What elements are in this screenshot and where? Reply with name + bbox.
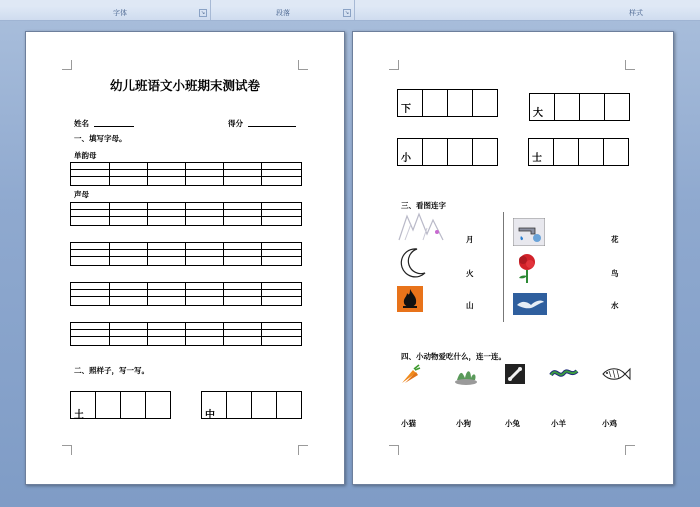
practice-boxes[interactable] [528, 138, 629, 164]
writing-grid[interactable] [70, 242, 302, 266]
writing-grid[interactable] [70, 162, 302, 186]
example-char: 士 [532, 153, 542, 164]
moon-icon [397, 247, 427, 279]
section3-heading: 三、看图连字 [401, 201, 446, 210]
practice-boxes[interactable] [529, 93, 630, 119]
consonants-label: 声母 [74, 190, 89, 199]
writing-grid[interactable] [70, 202, 302, 226]
practice-boxes[interactable] [397, 138, 498, 164]
right-word: 鸟 [611, 269, 619, 278]
ribbon-group-paragraph[interactable] [212, 0, 355, 20]
example-char: 大 [533, 108, 543, 119]
document-page-1[interactable] [25, 31, 345, 485]
rose-flower-icon [513, 252, 541, 284]
grass-icon [453, 364, 479, 386]
section1-heading: 一、填写字母。 [74, 134, 127, 143]
ribbon-group-styles-label: 样式 [629, 9, 643, 17]
fish-icon [601, 366, 631, 382]
document-page-2[interactable] [352, 31, 674, 485]
crop-mark [62, 445, 72, 455]
crop-mark [62, 60, 72, 70]
ribbon [0, 0, 700, 21]
animal-label: 小兔 [505, 419, 520, 428]
score-label: 得分 [228, 119, 243, 128]
crop-mark [298, 445, 308, 455]
vowels-label: 单韵母 [74, 151, 97, 160]
writing-grid[interactable] [70, 282, 302, 306]
faucet-water-icon [513, 218, 545, 246]
crop-mark [389, 445, 399, 455]
right-word: 花 [611, 235, 619, 244]
animal-label: 小羊 [551, 419, 566, 428]
example-char: 下 [401, 104, 411, 115]
worm-icon [549, 365, 581, 381]
example-char: 中 [205, 410, 215, 421]
ribbon-group-font-label: 字体 [113, 9, 127, 17]
carrot-icon [399, 364, 421, 386]
ribbon-group-paragraph-label: 段落 [276, 9, 290, 17]
practice-boxes[interactable] [397, 89, 498, 115]
crop-mark [625, 445, 635, 455]
right-word: 水 [611, 301, 619, 310]
example-char: 土 [74, 410, 84, 421]
mountain-icon [397, 212, 445, 242]
left-word: 月 [466, 235, 474, 244]
crop-mark [298, 60, 308, 70]
section4-heading: 四、小动物爱吃什么，连一连。 [401, 352, 506, 361]
column-divider [503, 212, 504, 322]
crop-mark [389, 60, 399, 70]
bone-icon [505, 364, 525, 384]
writing-grid[interactable] [70, 322, 302, 346]
ribbon-group-font[interactable] [30, 0, 211, 20]
name-label: 姓名 [74, 119, 89, 128]
practice-boxes[interactable] [70, 391, 171, 421]
dialog-launcher-icon[interactable]: ↘ [200, 10, 206, 16]
score-blank[interactable] [248, 126, 296, 127]
animal-label: 小猫 [401, 419, 416, 428]
name-blank[interactable] [94, 126, 134, 127]
example-char: 小 [401, 153, 411, 164]
ribbon-group-styles[interactable] [356, 0, 700, 20]
bird-icon [513, 293, 547, 315]
crop-mark [625, 60, 635, 70]
section2-heading: 二、照样子，写一写。 [74, 366, 149, 375]
dialog-launcher-icon[interactable]: ↘ [344, 10, 350, 16]
animal-label: 小狗 [456, 419, 471, 428]
left-word: 山 [466, 301, 474, 310]
fire-icon [397, 286, 423, 312]
animal-label: 小鸡 [602, 419, 617, 428]
left-word: 火 [466, 269, 474, 278]
page-title: 幼儿班语文小班期末测试卷 [109, 78, 260, 93]
practice-boxes[interactable] [201, 391, 302, 421]
